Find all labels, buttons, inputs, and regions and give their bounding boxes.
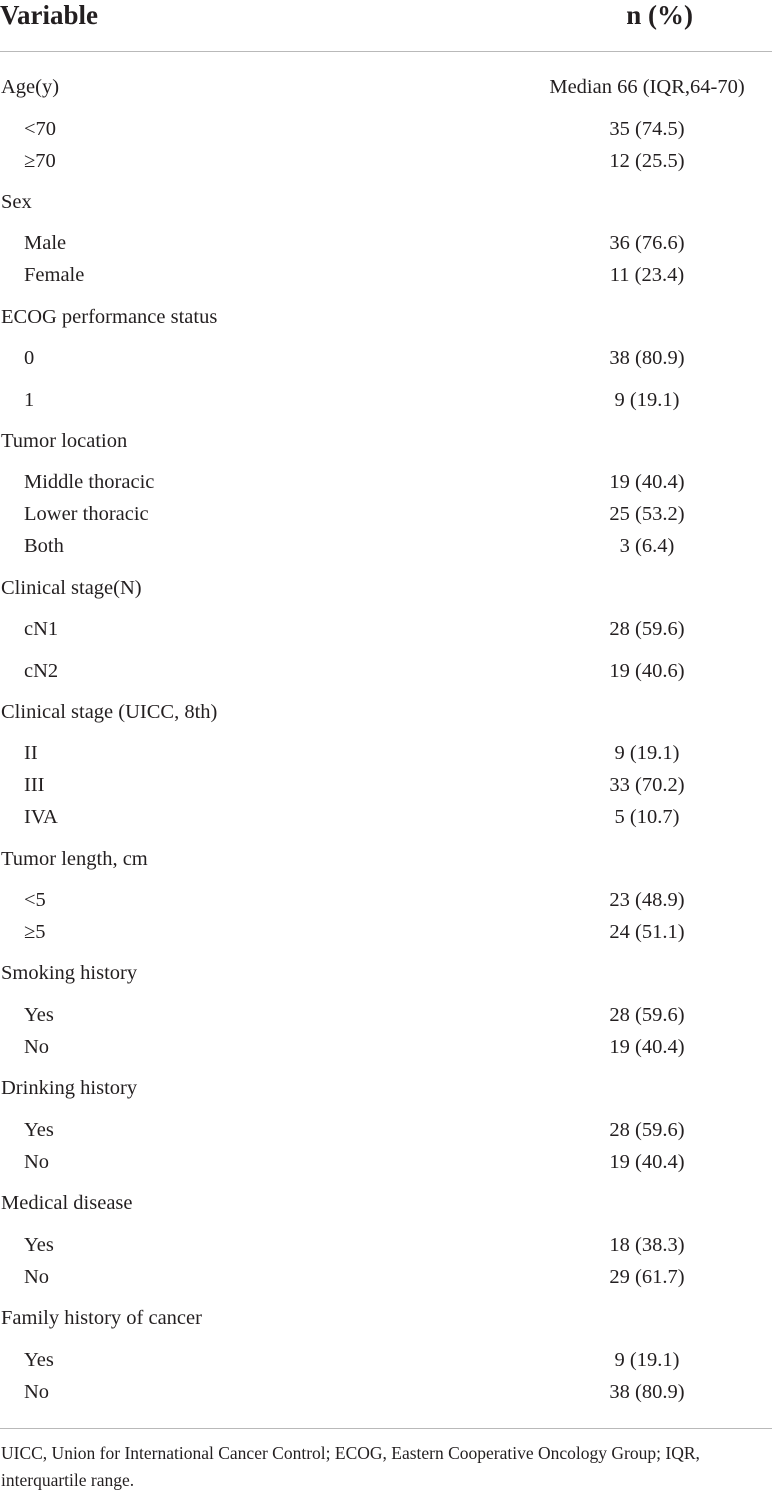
row-label: Female xyxy=(24,264,85,286)
row-label: Age(y) xyxy=(1,76,60,98)
table-group-row xyxy=(0,187,772,217)
table-row xyxy=(0,1262,772,1292)
row-label: Family history of cancer xyxy=(1,1307,202,1329)
row-value: 23 (48.9) xyxy=(609,889,685,911)
row-value: 19 (40.4) xyxy=(609,1036,685,1058)
table-group-row xyxy=(0,958,772,988)
table-row xyxy=(0,770,772,800)
table-group-row xyxy=(0,1073,772,1103)
row-label: Male xyxy=(24,232,67,254)
row-label: Lower thoracic xyxy=(24,503,149,525)
table-row xyxy=(0,1147,772,1177)
row-label: Yes xyxy=(24,1119,54,1141)
table-row xyxy=(0,656,772,686)
table-row xyxy=(0,738,772,768)
table-header xyxy=(0,0,772,34)
row-value: Median 66 (IQR,64-70) xyxy=(549,76,745,98)
table-group-row xyxy=(0,697,772,727)
row-label: Yes xyxy=(24,1349,54,1371)
row-value: 29 (61.7) xyxy=(609,1266,685,1288)
table-row xyxy=(0,1345,772,1375)
row-label: No xyxy=(24,1266,50,1288)
header-n-percent: n (%) xyxy=(626,0,693,30)
row-label: Drinking history xyxy=(1,1077,138,1099)
table-row xyxy=(0,499,772,529)
row-label: ECOG performance status xyxy=(1,306,218,328)
row-label: Yes xyxy=(24,1234,54,1256)
row-label: Clinical stage (UICC, 8th) xyxy=(1,701,218,723)
bottom-rule xyxy=(0,1428,772,1429)
row-label: Both xyxy=(24,535,64,557)
row-label: Clinical stage(N) xyxy=(1,577,142,599)
table-footnote: UICC, Union for International Cancer Control; ECOG, Eastern Cooperative Oncology Group; IQR, interquartile range. xyxy=(1,1443,700,1490)
row-label: 1 xyxy=(24,389,35,411)
row-value: 33 (70.2) xyxy=(609,774,685,796)
row-value: 38 (80.9) xyxy=(609,347,685,369)
row-value: 25 (53.2) xyxy=(609,503,685,525)
row-label: ≥5 xyxy=(24,921,46,943)
row-value: 12 (25.5) xyxy=(609,150,685,172)
row-label: cN2 xyxy=(24,660,59,682)
row-label: No xyxy=(24,1151,50,1173)
row-value: 24 (51.1) xyxy=(609,921,685,943)
table-row xyxy=(0,146,772,176)
row-label: Middle thoracic xyxy=(24,471,155,493)
table-row xyxy=(0,614,772,644)
table-row xyxy=(0,1230,772,1260)
table-row xyxy=(0,1032,772,1062)
header-rule xyxy=(0,51,772,52)
row-label: III xyxy=(24,774,45,796)
row-label: ≥70 xyxy=(24,150,56,172)
row-label: Sex xyxy=(1,191,32,213)
table-group-row xyxy=(0,844,772,874)
table-group-row xyxy=(0,302,772,332)
row-label: <5 xyxy=(24,889,46,911)
table-row xyxy=(0,228,772,258)
table-group-row xyxy=(0,573,772,603)
row-label: Tumor location xyxy=(1,430,128,452)
row-value: 3 (6.4) xyxy=(619,535,675,557)
row-value: 5 (10.7) xyxy=(614,806,680,828)
row-value: 28 (59.6) xyxy=(609,618,685,640)
row-value: 11 (23.4) xyxy=(609,264,685,286)
row-label: No xyxy=(24,1381,50,1403)
row-label: cN1 xyxy=(24,618,59,640)
row-value: 38 (80.9) xyxy=(609,1381,685,1403)
row-label: 0 xyxy=(24,347,35,369)
table-row xyxy=(0,260,772,290)
row-value: 18 (38.3) xyxy=(609,1234,685,1256)
row-value: 9 (19.1) xyxy=(614,742,680,764)
table-row xyxy=(0,885,772,915)
row-label: IVA xyxy=(24,806,58,828)
row-value: 9 (19.1) xyxy=(614,389,680,411)
row-label: Medical disease xyxy=(1,1192,133,1214)
table-row xyxy=(0,385,772,415)
table-group-row xyxy=(0,1188,772,1218)
row-value: 19 (40.6) xyxy=(609,660,685,682)
table-row xyxy=(0,802,772,832)
row-value: 36 (76.6) xyxy=(609,232,685,254)
row-value: 28 (59.6) xyxy=(609,1004,685,1026)
row-label: <70 xyxy=(24,118,57,140)
table-row xyxy=(0,531,772,561)
row-value: 28 (59.6) xyxy=(609,1119,685,1141)
row-label: No xyxy=(24,1036,50,1058)
table-row xyxy=(0,1115,772,1145)
row-label: Tumor length, cm xyxy=(1,848,148,870)
row-label: Yes xyxy=(24,1004,54,1026)
table-group-row xyxy=(0,72,772,102)
table-row xyxy=(0,114,772,144)
row-value: 19 (40.4) xyxy=(609,1151,685,1173)
table-row xyxy=(0,343,772,373)
row-value: 35 (74.5) xyxy=(609,118,685,140)
table-group-row xyxy=(0,426,772,456)
row-label: II xyxy=(24,742,38,764)
table-row xyxy=(0,467,772,497)
table-row xyxy=(0,917,772,947)
table-row xyxy=(0,1377,772,1407)
row-value: 19 (40.4) xyxy=(609,471,685,493)
table-group-row xyxy=(0,1303,772,1333)
table-row xyxy=(0,1000,772,1030)
row-value: 9 (19.1) xyxy=(614,1349,680,1371)
header-variable: Variable xyxy=(0,0,99,30)
row-label: Smoking history xyxy=(1,962,138,984)
